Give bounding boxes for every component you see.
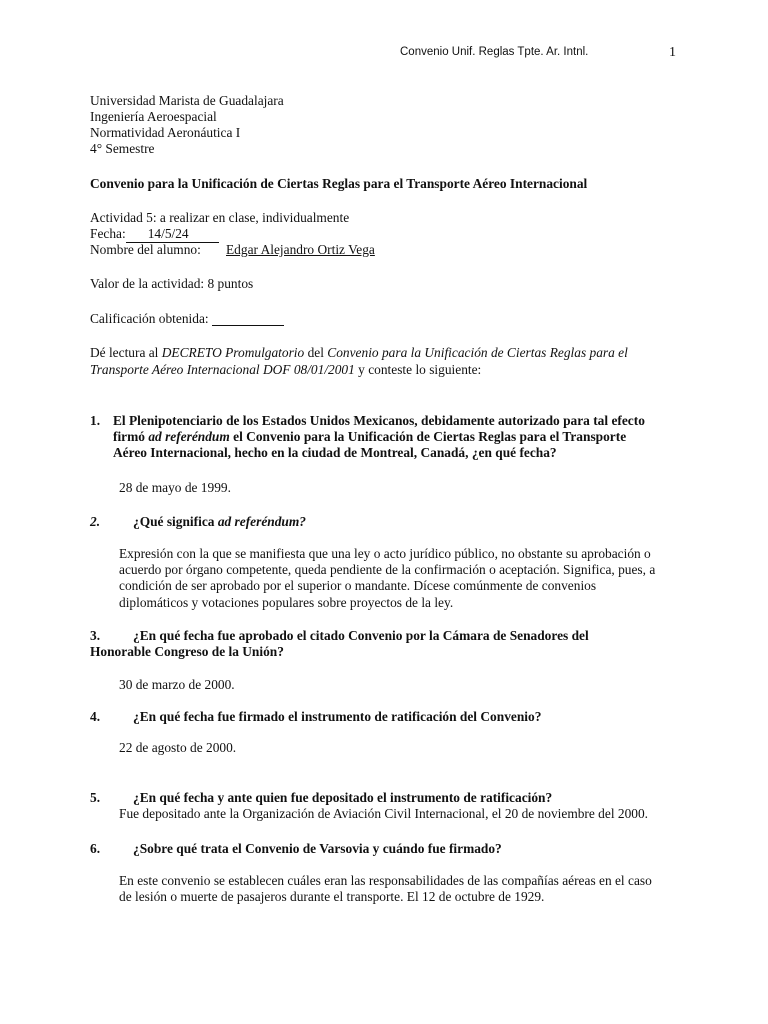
running-header: Convenio Unif. Reglas Tpte. Ar. Intnl. — [400, 46, 589, 58]
date-field — [126, 226, 219, 243]
university-name: Universidad Marista de Guadalajara — [90, 93, 284, 108]
instructions-text: y conteste lo siguiente: — [354, 362, 482, 377]
student-label: Nombre del alumno: — [90, 242, 201, 257]
question-2 — [133, 514, 306, 530]
page-number: 1 — [669, 45, 676, 60]
answer-line: Expresión con la que se manifiesta que una ley o acto jurídico público, no obstante su aprobación o — [119, 546, 651, 561]
grade-label: Calificación obtenida: — [90, 311, 209, 326]
answer-2 — [119, 546, 655, 611]
question-number: 5. — [90, 790, 101, 805]
answer-5: Fue depositado ante la Organización de Aviación Civil Internacional, el 20 de noviembre del 2000. — [119, 806, 649, 821]
activity-value: Valor de la actividad: 8 puntos — [90, 276, 254, 291]
convention-title: Transporte Aéreo Internacional DOF 08/01/2001 — [90, 362, 355, 377]
question-number: 4. — [90, 709, 101, 724]
date-value: 14/5/24 — [147, 226, 189, 241]
date-row — [90, 226, 219, 243]
date-label: Fecha: — [90, 226, 126, 241]
course-name: Normatividad Aeronáutica I — [90, 125, 241, 140]
student-name: Edgar Alejandro Ortiz Vega — [226, 242, 375, 257]
question-text-part: el Convenio para la Unificación de Ciertas Reglas para el Transporte — [229, 429, 627, 445]
question-number: 1. — [90, 413, 101, 428]
program-name: Ingeniería Aeroespacial — [90, 109, 217, 124]
instructions-text: del — [304, 345, 328, 360]
question-text-part: ¿Qué significa — [133, 514, 218, 529]
answer-6 — [119, 873, 652, 905]
grade-row — [90, 311, 284, 327]
question-text: El Plenipotenciario de los Estados Unidos Mexicanos, debidamente autorizado para tal efecto — [113, 413, 645, 428]
question-5: ¿En qué fecha y ante quien fue depositado el instrumento de ratificación? — [133, 790, 553, 805]
question-1 — [113, 413, 645, 462]
answer-line: acuerdo por órgano competente, queda pendiente de la confirmación o aceptación. Significa, pues, a — [119, 562, 656, 578]
document-title: Convenio para la Unificación de Ciertas Reglas para el Transporte Aéreo Internacional — [90, 176, 588, 191]
question-3-line-1: ¿En qué fecha fue aprobado el citado Convenio por la Cámara de Senadores del — [133, 628, 589, 643]
convention-title: Convenio para la Unificación de Ciertas Reglas para el — [327, 345, 628, 360]
answer-line: En este convenio se establecen cuáles eran las responsabilidades de las compañías aéreas en el caso — [119, 873, 652, 888]
instructions-line-2 — [90, 362, 481, 378]
question-6: ¿Sobre qué trata el Convenio de Varsovia y cuándo fue firmado? — [133, 841, 502, 856]
answer-line: diplomáticos y votaciones populares sobre proyectos de la ley. — [119, 594, 454, 610]
answer-line: condición de ser aprobado por el superior o mandante. Dícese comúnmente de convenios — [119, 578, 597, 594]
answer-3: 30 de marzo de 2000. — [119, 677, 235, 692]
question-term: ad referéndum — [148, 429, 230, 445]
activity-line: Actividad 5: a realizar en clase, individualmente — [90, 210, 350, 225]
question-term: ad referéndum? — [217, 514, 306, 529]
semester: 4° Semestre — [90, 141, 155, 156]
instructions-line-1 — [90, 345, 628, 361]
question-number: 2. — [90, 514, 101, 529]
decree-title: DECRETO Promulgatorio — [161, 345, 305, 360]
answer-line: de lesión o muerte de pasajeros durante el transporte. El 12 de octubre de 1929. — [119, 889, 545, 905]
question-number: 3. — [90, 628, 101, 643]
question-number: 6. — [90, 841, 101, 856]
question-text: Aéreo Internacional, hecho en la ciudad de Montreal, Canadá, ¿en qué fecha? — [113, 445, 557, 461]
question-3-line-2: Honorable Congreso de la Unión? — [90, 644, 284, 659]
question-4: ¿En qué fecha fue firmado el instrumento de ratificación del Convenio? — [133, 709, 542, 724]
instructions-text: Dé lectura al — [90, 345, 162, 360]
answer-1: 28 de mayo de 1999. — [119, 480, 231, 495]
question-text-part: firmó — [113, 429, 149, 445]
answer-4: 22 de agosto de 2000. — [119, 740, 237, 755]
question-text — [113, 429, 645, 445]
grade-field — [212, 311, 284, 326]
